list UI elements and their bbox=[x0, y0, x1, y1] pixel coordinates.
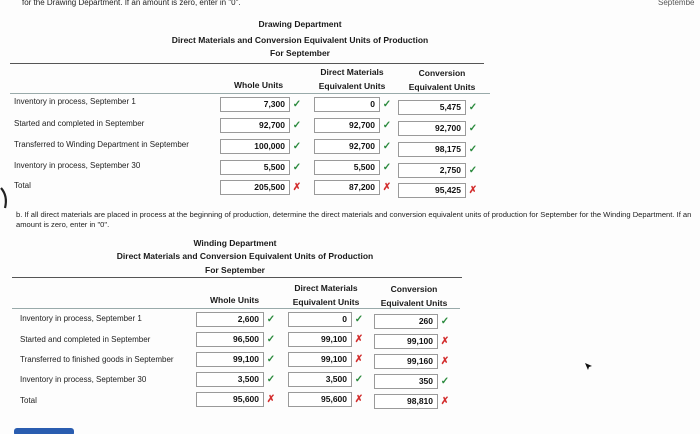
dept-a-dm-input[interactable]: 92,700 bbox=[314, 139, 380, 154]
dept-a-col-conv-1: Conversion bbox=[418, 68, 466, 78]
dept-b-col-conv-1: Conversion bbox=[390, 284, 438, 294]
x-icon: ✗ bbox=[354, 394, 364, 405]
dept-a-whole-input[interactable]: 205,500 bbox=[220, 180, 290, 195]
dept-a-row-label: Started and completed in September bbox=[14, 119, 145, 128]
check-icon: ✓ bbox=[292, 141, 302, 152]
x-icon: ✗ bbox=[266, 394, 276, 405]
x-icon: ✗ bbox=[354, 354, 364, 365]
dept-b-row-label: Inventory in process, September 1 bbox=[20, 314, 142, 323]
dept-b-whole-input[interactable]: 3,500 bbox=[196, 372, 264, 387]
dept-a-col-whole: Whole Units bbox=[234, 80, 284, 90]
dept-a-whole-input[interactable]: 7,300 bbox=[220, 97, 290, 112]
check-icon: ✓ bbox=[354, 314, 364, 325]
dept-b-whole-input[interactable]: 2,600 bbox=[196, 312, 264, 327]
dept-b-title: Winding Department bbox=[193, 238, 277, 248]
check-icon: ✓ bbox=[468, 165, 478, 176]
part-b-instructions: b. If all direct materials are placed in process at the beginning of production, determine the direct materials and conversion equivalent units of production for September for the Winding Department. If an amount is zero, enter in "0". bbox=[16, 210, 692, 229]
dept-b-col-conv-2: Equivalent Units bbox=[380, 298, 448, 308]
check-icon: ✓ bbox=[354, 374, 364, 385]
dept-a-col-rule bbox=[10, 93, 490, 94]
x-icon: ✗ bbox=[292, 182, 302, 193]
dept-b-conv-input[interactable]: 99,100 bbox=[374, 334, 438, 349]
dept-b-dm-input[interactable]: 99,100 bbox=[288, 352, 352, 367]
dept-b-dm-input[interactable]: 99,100 bbox=[288, 332, 352, 347]
check-icon: ✓ bbox=[468, 144, 478, 155]
check-icon: ✓ bbox=[266, 354, 276, 365]
dept-a-dm-input[interactable]: 5,500 bbox=[314, 160, 380, 175]
submit-button-cutoff[interactable] bbox=[14, 428, 74, 434]
check-icon: ✓ bbox=[266, 374, 276, 385]
x-icon: ✗ bbox=[440, 396, 450, 407]
dept-a-col-dm-2: Equivalent Units bbox=[318, 81, 386, 91]
x-icon: ✗ bbox=[440, 336, 450, 347]
check-icon: ✓ bbox=[266, 334, 276, 345]
dept-a-row-label: Inventory in process, September 1 bbox=[14, 97, 136, 106]
dept-a-conv-input[interactable]: 95,425 bbox=[398, 183, 466, 198]
cursor-icon bbox=[584, 362, 594, 372]
dept-b-whole-input[interactable]: 99,100 bbox=[196, 352, 264, 367]
dept-a-dm-input[interactable]: 87,200 bbox=[314, 180, 380, 195]
x-icon: ✗ bbox=[382, 182, 392, 193]
dept-a-whole-input[interactable]: 5,500 bbox=[220, 160, 290, 175]
dept-b-col-rule bbox=[12, 308, 460, 309]
check-icon: ✓ bbox=[292, 99, 302, 110]
check-icon: ✓ bbox=[292, 120, 302, 131]
dept-b-header-rule bbox=[12, 277, 462, 278]
dept-a-conv-input[interactable]: 2,750 bbox=[398, 163, 466, 178]
dept-b-row-label: Total bbox=[20, 396, 37, 405]
dept-b-conv-input[interactable]: 99,160 bbox=[374, 354, 438, 369]
dept-a-conv-input[interactable]: 98,175 bbox=[398, 142, 466, 157]
dept-a-row-label: Transferred to Winding Department in September bbox=[14, 140, 189, 149]
check-icon: ✓ bbox=[440, 376, 450, 387]
dept-b-subtitle: Direct Materials and Conversion Equivalent Units of Production bbox=[116, 251, 374, 261]
dept-a-period: For September bbox=[270, 48, 330, 58]
check-icon: ✓ bbox=[292, 162, 302, 173]
dept-a-header-rule bbox=[10, 63, 484, 64]
dept-b-row-label: Started and completed in September bbox=[20, 335, 151, 344]
dept-a-conv-input[interactable]: 5,475 bbox=[398, 100, 466, 115]
dept-b-row-label: Inventory in process, September 30 bbox=[20, 375, 147, 384]
x-icon: ✗ bbox=[354, 334, 364, 345]
dept-b-row-label: Transferred to finished goods in September bbox=[20, 355, 174, 364]
dept-a-subtitle: Direct Materials and Conversion Equivalent Units of Production bbox=[171, 35, 429, 45]
check-icon: ✓ bbox=[382, 162, 392, 173]
dept-b-col-dm-1: Direct Materials bbox=[294, 283, 358, 293]
check-icon: ✓ bbox=[266, 314, 276, 325]
dept-a-conv-input[interactable]: 92,700 bbox=[398, 121, 466, 136]
dept-b-conv-input[interactable]: 260 bbox=[374, 314, 438, 329]
check-icon: ✓ bbox=[382, 141, 392, 152]
dept-a-col-conv-2: Equivalent Units bbox=[408, 82, 476, 92]
dept-b-col-whole: Whole Units bbox=[210, 295, 260, 305]
dept-b-period: For September bbox=[205, 265, 265, 275]
dept-b-conv-input[interactable]: 350 bbox=[374, 374, 438, 389]
dept-a-title: Drawing Department bbox=[258, 19, 342, 29]
dept-b-dm-input[interactable]: 95,600 bbox=[288, 392, 352, 407]
x-icon: ✗ bbox=[440, 356, 450, 367]
top-instruction: for the Drawing Department. If an amount is zero, enter in "0". bbox=[22, 0, 241, 7]
x-icon: ✗ bbox=[468, 185, 478, 196]
dept-a-dm-input[interactable]: 92,700 bbox=[314, 118, 380, 133]
dept-b-dm-input[interactable]: 0 bbox=[288, 312, 352, 327]
dept-a-dm-input[interactable]: 0 bbox=[314, 97, 380, 112]
photo-curve-artifact bbox=[0, 186, 14, 212]
check-icon: ✓ bbox=[468, 123, 478, 134]
top-right-cutoff-text: Septembe bbox=[658, 0, 695, 7]
dept-a-row-label: Inventory in process, September 30 bbox=[14, 161, 141, 170]
check-icon: ✓ bbox=[440, 316, 450, 327]
dept-a-row-label: Total bbox=[14, 181, 31, 190]
check-icon: ✓ bbox=[382, 99, 392, 110]
dept-b-whole-input[interactable]: 96,500 bbox=[196, 332, 264, 347]
dept-a-whole-input[interactable]: 92,700 bbox=[220, 118, 290, 133]
check-icon: ✓ bbox=[468, 102, 478, 113]
check-icon: ✓ bbox=[382, 120, 392, 131]
dept-b-whole-input[interactable]: 95,600 bbox=[196, 392, 264, 407]
dept-b-dm-input[interactable]: 3,500 bbox=[288, 372, 352, 387]
dept-b-col-dm-2: Equivalent Units bbox=[292, 297, 360, 307]
dept-a-whole-input[interactable]: 100,000 bbox=[220, 139, 290, 154]
dept-a-col-dm-1: Direct Materials bbox=[320, 67, 384, 77]
dept-b-conv-input[interactable]: 98,810 bbox=[374, 394, 438, 409]
